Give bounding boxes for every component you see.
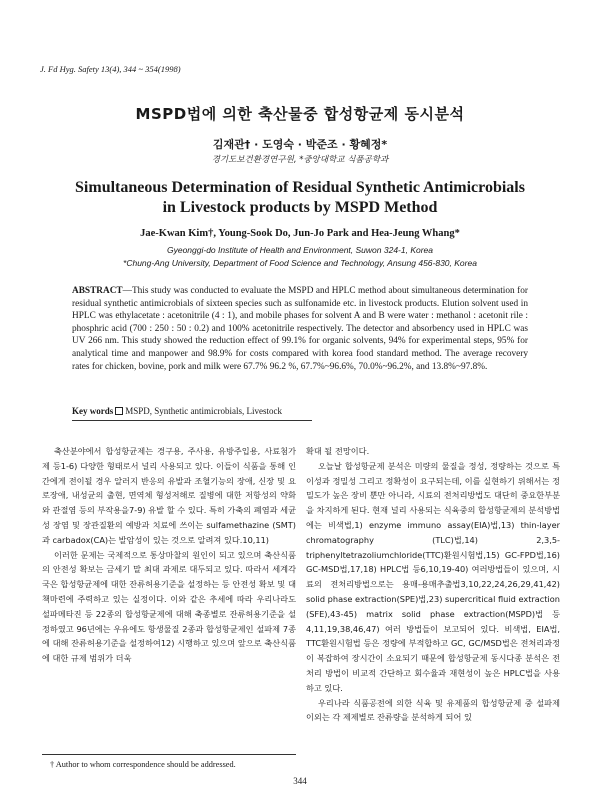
affiliation-english [0, 244, 600, 270]
keywords [72, 406, 528, 416]
body-paragraph: 이러한 문제는 국제적으로 통상마찰의 원인이 되고 있으며 축산식품의 안전성 확보는 금세기 말 최대 과제로 대두되고 있다. 따라서 세계각국은 합성항균제에 대한 잔류허용기준을 설정하는 등 안전성 확보 및 대책마련에 주력하고 있는 실정이다. 이와 같은 추세에 따라 우리나라도 설파메타진 등 22종의 합성항균제에 대해 축종별로 잔류허용기준을 설정하였고 96년에는 우유에도 항생물질 2종과 합성항균제인 설파제 7종에 대해 잔류허용기준을 설정하여12) 시행하고 있으며 앞으로 축산식품에 대한 규제 범위가 더욱 [42, 549, 296, 664]
keywords-text: MSPD, Synthetic antimicrobials, Livestock [125, 406, 282, 416]
title-korean: MSPD법에 의한 축산물중 합성항균제 동시분석 [135, 105, 465, 123]
affiliation-english-line2: *Chung-Ang University, Department of Food Science and Technology, Ansung 456-830, Korea [123, 258, 477, 268]
keywords-divider [72, 420, 312, 421]
footnote-divider [42, 754, 296, 755]
page-number: 344 [293, 776, 307, 786]
affiliation-english-line1: Gyeonggi-do Institute of Health and Environment, Suwon 324-1, Korea [166, 245, 434, 255]
keywords-label: Key words [72, 406, 114, 416]
body-paragraph: 확대 될 전망이다. [306, 446, 370, 456]
keywords-box-icon [115, 407, 123, 415]
body-paragraph: 우리나라 식품공전에 의한 식육 및 유제품의 합성항균제 중 설파제 이외는 각 제제별로 잔류량을 분석하게 되어 있 [306, 697, 560, 723]
footnote: † Author to whom correspondence should be addressed. [50, 760, 236, 769]
body-paragraph: 오늘날 합성항균제 분석은 미량의 물질을 정성, 정량하는 것으로 특이성과 정밀성 그리고 정확성이 요구되는데, 이를 실현하기 위해서는 정밀도가 높은 장비 뿐만 아니라, 시료의 전처리방법도 대단히 중요한부분을 차지하게 된다. 현재 널리 사용되는 식육중의 합성항균제의 분석방법에는 비색법,1) enzyme immuno assay(EIA)법,13) thin-layer chromatography (TLC)법,14) 2,3,5-triphenyltetrazoliumchloride(TTC)환원시험법,15) GC-FPD법,16) GC-MSD법,17,18) HPLC법 등6,10,19-40) 여러방법들이 있으며, 시료의 전처리방법으로는 용매-용매추출법3,10,22,24,26,29,41,42) solid phase extraction(SPE)법,23) supercritical fluid extraction (SFE),43-45) matrix solid phase extraction(MSPD)법 등4,11,19,38,46,47) 여러 방법들이 보고되어 있다. 비색법, EIA법, TTC환원시험법 등은 정량에 부적합하고 GC, GC/MSD법은 전처리과정이 복잡하여 장시간이 소요되기 때문에 합성항균제 동시다종 분석은 전처리 방법이 비교적 간단하고 회수율과 재현성이 높은 HPLC법을 사용하고 있다. [306, 460, 560, 693]
title-english-line1: Simultaneous Determination of Residual Synthetic Antimicrobials [75, 179, 525, 196]
title-english-line2: in Livestock products by MSPD Method [162, 199, 438, 216]
abstract-text: —This study was conducted to evaluate the MSPD and HPLC method about simultaneous determination for residual synthetic antimicrobials of sixteen species such as sulfonamide etc. in livestock products. Elution solvent used in HPLC was ethylacetate : acetonitrile (4 : 1), and mobile phases for solvent A and B were water : methanol : acetonit rile : phosphric acid (700 : 250 : 50 : 0.2) and 100% acetonitrile respectively. The detector and absorbency used in HPLC was UV 266 nm. This study showed the reduction effect of 99.1% for organic solvents, 94% for experimental steps, 95% for analytical time and manpower and 98.9% for costs compared with korea food standard method. The average recovery rates for chicken, bovine, pork and milk were 67.7% 96.2 %, 67.7%~96.6%, 70.0%~96.2%, and 13.8%~97.8%. [72, 286, 528, 372]
journal-citation: J. Fd Hyg. Safety 13(4), 344 ~ 354(1998) [40, 64, 181, 74]
authors-korean: 김재관† · 도영숙 · 박준조 · 황혜정* [212, 138, 388, 151]
authors-english: Jae-Kwan Kim†, Young-Sook Do, Jun-Jo Park and Hea-Jeung Whang* [140, 228, 460, 239]
affiliation-korean: 경기도보건환경연구원, *중앙대학교 식품공학과 [211, 155, 389, 165]
body-column-left [42, 444, 296, 666]
abstract-label: ABSTRACT [72, 286, 123, 296]
abstract [72, 285, 528, 373]
body-column-right [306, 444, 560, 725]
body-paragraph: 축산분야에서 합성항균제는 경구용, 주사용, 유방주입용, 사료첨가제 등1-6) 다양한 형태로서 널리 사용되고 있다. 이들이 식품을 통해 인간에게 전이될 경우 알러지 반응의 유발과 조혈기능의 장애, 신장 및 요로장애, 내성균의 출현, 면역체 형성저해로 질병에 대한 저항성의 약화와 관절염 등의 부작용을7-9) 유발 할 수 있다. 특히 가축의 폐염과 세균성 장염 및 장관질환의 예방과 치료에 쓰이는 sulfamethazine (SMT)과 carbadox(CA)는 발암성이 있는 것으로 알려져 있다.10,11) [42, 446, 296, 545]
title-english [0, 178, 600, 218]
